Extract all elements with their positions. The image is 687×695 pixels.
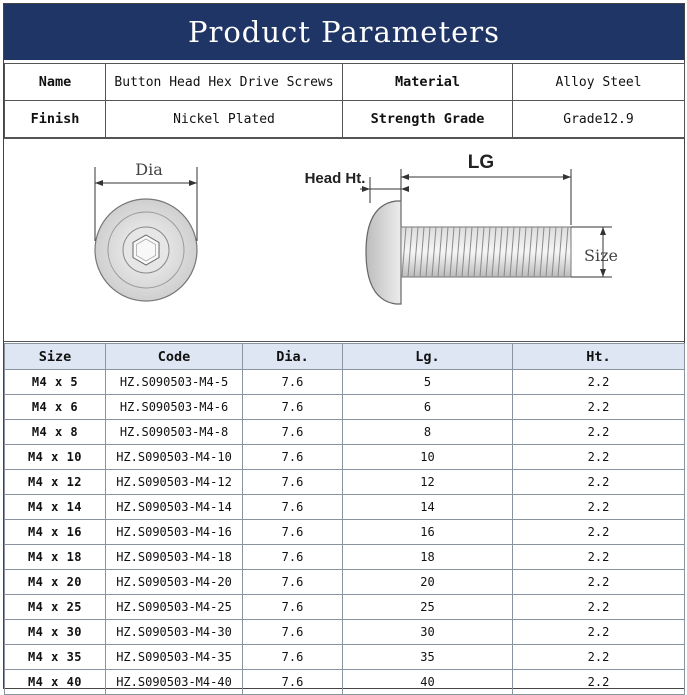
cell-size: M4 x 30: [5, 620, 106, 645]
cell-dia: 7.6: [243, 520, 343, 545]
cell-code: HZ.S090503-M4-10: [106, 445, 243, 470]
table-row: [5, 370, 685, 395]
cell-code: HZ.S090503-M4-35: [106, 645, 243, 670]
cell-size: M4 x 35: [5, 645, 106, 670]
size-label: Size: [584, 246, 618, 265]
cell-ht: 2.2: [513, 520, 685, 545]
table-row: [5, 445, 685, 470]
cell-code: HZ.S090503-M4-14: [106, 495, 243, 520]
dia-label: Dia: [135, 160, 163, 179]
cell-dia: 7.6: [243, 495, 343, 520]
cell-dia: 7.6: [243, 670, 343, 695]
cell-code: HZ.S090503-M4-6: [106, 395, 243, 420]
cell-ht: 2.2: [513, 420, 685, 445]
header-dia: Dia.: [243, 344, 343, 370]
cell-lg: 40: [343, 670, 513, 695]
table-row: [5, 470, 685, 495]
cell-lg: 5: [343, 370, 513, 395]
cell-lg: 16: [343, 520, 513, 545]
table-row: [5, 595, 685, 620]
page-title: [4, 4, 684, 60]
lg-label: LG: [467, 152, 495, 173]
cell-lg: 8: [343, 420, 513, 445]
cell-code: HZ.S090503-M4-16: [106, 520, 243, 545]
name-label: Name: [5, 64, 106, 101]
spec-header-row: [5, 344, 685, 370]
grade-label: Strength Grade: [343, 101, 513, 138]
cell-size: M4 x 5: [5, 370, 106, 395]
grade-value: Grade12.9: [513, 101, 685, 138]
cell-size: M4 x 6: [5, 395, 106, 420]
cell-code: HZ.S090503-M4-18: [106, 545, 243, 570]
screw-side-view: [360, 169, 612, 304]
name-value: Button Head Hex Drive Screws: [106, 64, 343, 101]
cell-ht: 2.2: [513, 670, 685, 695]
table-row: [5, 645, 685, 670]
cell-dia: 7.6: [243, 620, 343, 645]
cell-ht: 2.2: [513, 395, 685, 420]
cell-ht: 2.2: [513, 570, 685, 595]
info-table: [4, 63, 685, 138]
table-row: [5, 495, 685, 520]
cell-lg: 35: [343, 645, 513, 670]
cell-dia: 7.6: [243, 645, 343, 670]
cell-lg: 30: [343, 620, 513, 645]
cell-ht: 2.2: [513, 595, 685, 620]
cell-code: HZ.S090503-M4-12: [106, 470, 243, 495]
head-top-view: [95, 167, 197, 301]
cell-size: M4 x 14: [5, 495, 106, 520]
cell-code: HZ.S090503-M4-40: [106, 670, 243, 695]
cell-size: M4 x 40: [5, 670, 106, 695]
table-row: [5, 570, 685, 595]
cell-ht: 2.2: [513, 470, 685, 495]
cell-dia: 7.6: [243, 545, 343, 570]
cell-ht: 2.2: [513, 645, 685, 670]
cell-dia: 7.6: [243, 370, 343, 395]
cell-lg: 6: [343, 395, 513, 420]
cell-lg: 14: [343, 495, 513, 520]
spec-table: [4, 343, 685, 695]
material-label: Material: [343, 64, 513, 101]
cell-dia: 7.6: [243, 395, 343, 420]
page-title-text: Product Parameters: [187, 15, 501, 49]
head-height-label: Head Ht.: [304, 170, 366, 187]
cell-size: M4 x 8: [5, 420, 106, 445]
cell-size: M4 x 16: [5, 520, 106, 545]
cell-dia: 7.6: [243, 595, 343, 620]
cell-ht: 2.2: [513, 620, 685, 645]
product-sheet: [3, 3, 685, 689]
cell-size: M4 x 20: [5, 570, 106, 595]
cell-code: HZ.S090503-M4-25: [106, 595, 243, 620]
header-lg: Lg.: [343, 344, 513, 370]
cell-code: HZ.S090503-M4-20: [106, 570, 243, 595]
header-ht: Ht.: [513, 344, 685, 370]
cell-dia: 7.6: [243, 470, 343, 495]
info-row-finish: [5, 101, 685, 138]
cell-code: HZ.S090503-M4-8: [106, 420, 243, 445]
table-row: [5, 620, 685, 645]
technical-drawing: [4, 138, 684, 342]
cell-lg: 25: [343, 595, 513, 620]
info-row-name: [5, 64, 685, 101]
cell-dia: 7.6: [243, 445, 343, 470]
cell-size: M4 x 25: [5, 595, 106, 620]
cell-dia: 7.6: [243, 420, 343, 445]
table-row: [5, 395, 685, 420]
header-code: Code: [106, 344, 243, 370]
cell-lg: 10: [343, 445, 513, 470]
cell-dia: 7.6: [243, 570, 343, 595]
cell-size: M4 x 12: [5, 470, 106, 495]
cell-lg: 20: [343, 570, 513, 595]
cell-ht: 2.2: [513, 495, 685, 520]
table-row: [5, 545, 685, 570]
cell-code: HZ.S090503-M4-5: [106, 370, 243, 395]
finish-value: Nickel Plated: [106, 101, 343, 138]
material-value: Alloy Steel: [513, 64, 685, 101]
cell-ht: 2.2: [513, 445, 685, 470]
finish-label: Finish: [5, 101, 106, 138]
cell-size: M4 x 18: [5, 545, 106, 570]
cell-lg: 18: [343, 545, 513, 570]
cell-code: HZ.S090503-M4-30: [106, 620, 243, 645]
table-row: [5, 520, 685, 545]
cell-ht: 2.2: [513, 370, 685, 395]
cell-lg: 12: [343, 470, 513, 495]
cell-size: M4 x 10: [5, 445, 106, 470]
table-row: [5, 420, 685, 445]
cell-ht: 2.2: [513, 545, 685, 570]
header-size: Size: [5, 344, 106, 370]
